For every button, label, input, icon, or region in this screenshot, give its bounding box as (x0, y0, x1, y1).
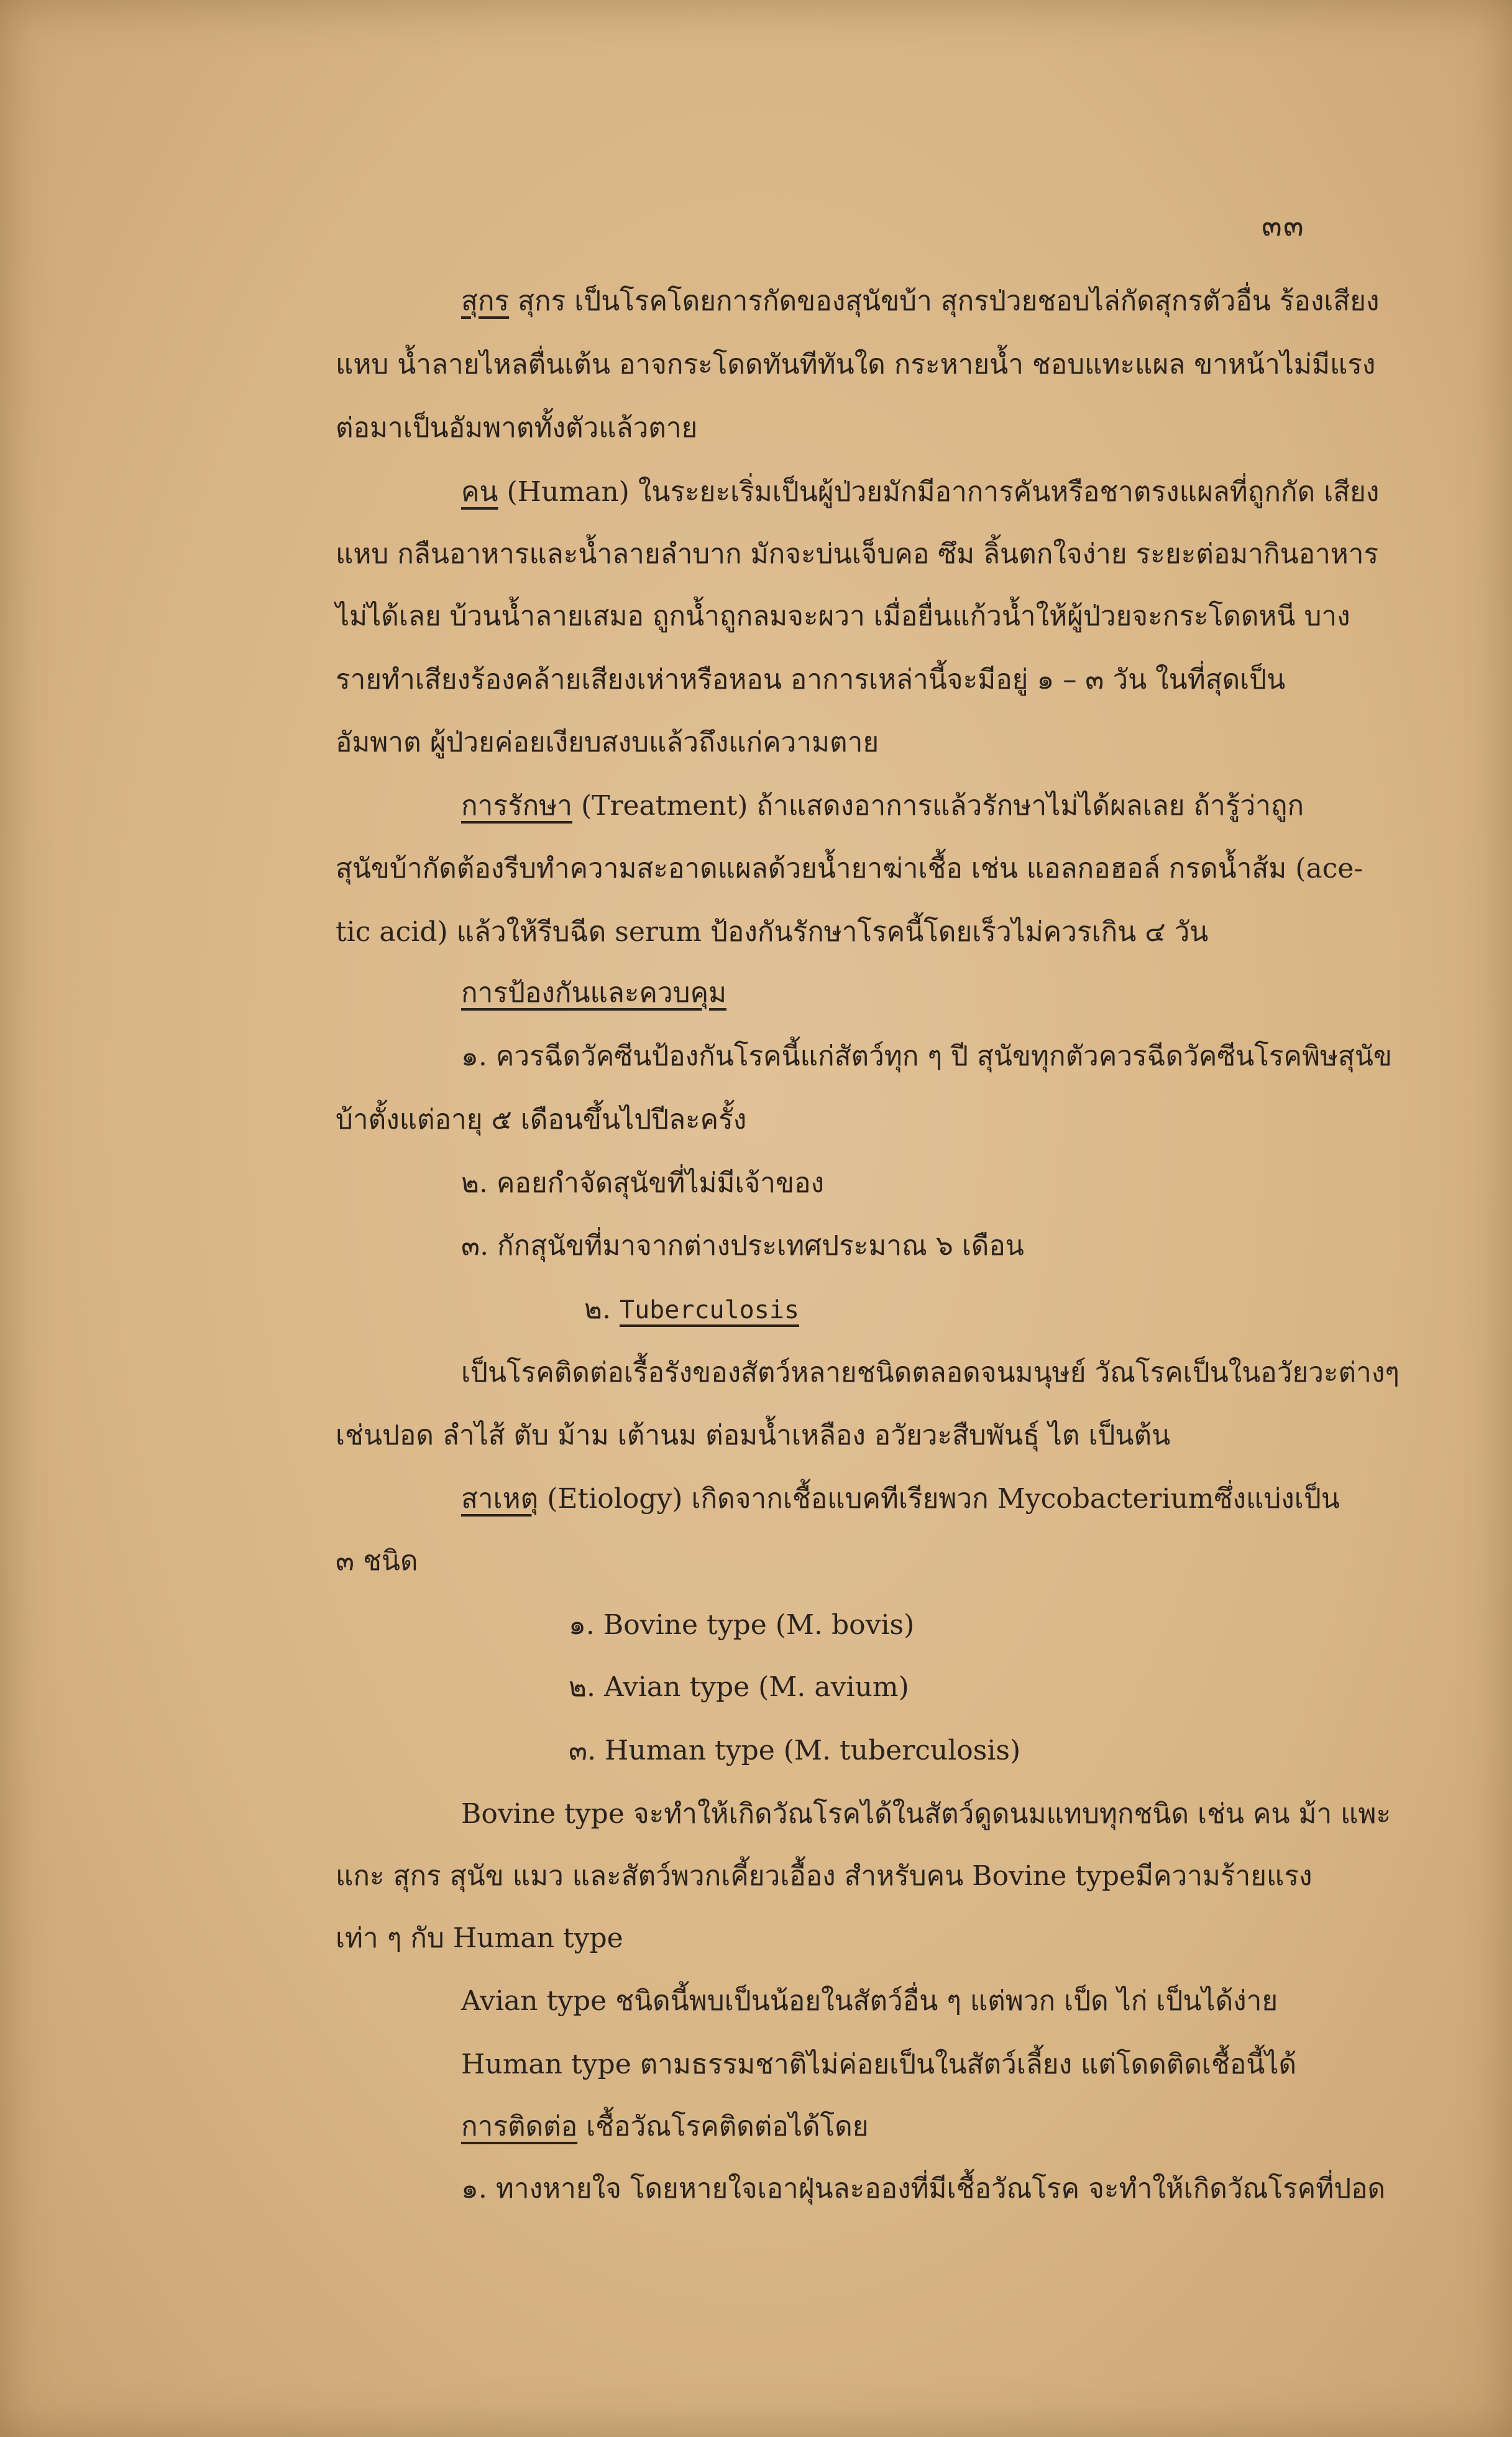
tb-type-2: ๒. Avian type (M. avium) (569, 1671, 909, 1703)
prevention-item-3: ๓. กักสุนัขที่มาจากต่างประเทศประมาณ ๖ เดือน (461, 1230, 1024, 1262)
human-paragraph-line-1 (461, 476, 1380, 508)
treatment-heading: การรักษา (461, 790, 572, 822)
pig-text-3: ต่อมาเป็นอัมพาตทั้งตัวแล้วตาย (336, 412, 698, 444)
page-number: ๓๓ (1262, 208, 1305, 243)
transmission-heading: การติดต่อ (461, 2111, 578, 2142)
pig-text-2: แหบ น้ำลายไหลตื่นเต้น อาจกระโดดทันทีทันใด กระหายน้ำ ชอบแทะแผล ขาหน้าไม่มีแรง (336, 349, 1376, 380)
human-text-4: รายทำเสียงร้องคล้ายเสียงเห่าหรือหอน อาการเหล่านี้จะมีอยู่ ๑ – ๓ วัน ในที่สุดเป็น (336, 664, 1286, 695)
prevention-item-1-line-1: ๑. ควรฉีดวัคซีนป้องกันโรคนี้แก่สัตว์ทุก ๆ ปี สุนัขทุกตัวควรฉีดวัคซีนโรคพิษสุนัข (461, 1040, 1392, 1072)
human-text-2: แหบ กลืนอาหารและน้ำลายลำบาก มักจะบ่นเจ็บคอ ซึม ลิ้นตกใจง่าย ระยะต่อมากินอาหาร (336, 538, 1379, 570)
bovine-text-3: เท่า ๆ กับ Human type (336, 1922, 623, 1954)
pig-heading: สุกร (461, 285, 510, 317)
treatment-text-2: สุนัขบ้ากัดต้องรีบทำความสะอาดแผลด้วยน้ำยาฆ่าเชื้อ เช่น แอลกอฮอล์ กรดน้ำส้ม (ace- (336, 853, 1363, 884)
etiology-text-1: (Etiology) เกิดจากเชื้อแบคทีเรียพวก Mycobacteriumซึ่งแบ่งเป็น (547, 1483, 1340, 1515)
human-text-5: อัมพาต ผู้ป่วยค่อยเงียบสงบแล้วถึงแก่ความตาย (336, 727, 879, 758)
treatment-text-3: tic acid) แล้วให้รีบฉีด serum ป้องกันรักษาโรคนี้โดยเร็วไม่ควรเกิน ๔ วัน (336, 916, 1209, 948)
treatment-paragraph-line-1 (461, 792, 1304, 820)
human-heading: คน (461, 476, 498, 508)
tb-intro-line-1: เป็นโรคติดต่อเรื้อรังของสัตว์หลายชนิดตลอดจนมนุษย์ วัณโรคเป็นในอวัยวะต่างๆ (461, 1357, 1400, 1388)
etiology-text-2: ๓ ชนิด (336, 1545, 418, 1577)
human-text-1: (Human) ในระยะเริ่มเป็นผู้ป่วยมักมีอาการคันหรือชาตรงแผลที่ถูกกัด เสียง (506, 476, 1380, 508)
tb-type-1: ๑. Bovine type (M. bovis) (569, 1609, 915, 1641)
prevention-item-1-line-2: บ้าตั้งแต่อายุ ๕ เดือนขึ้นไปปีละครั้ง (336, 1104, 747, 1136)
transmission-paragraph (461, 2113, 869, 2141)
etiology-paragraph-line-1 (461, 1485, 1340, 1513)
bovine-text-1: Bovine type จะทำให้เกิดวัณโรคได้ในสัตว์ดูดนมแทบทุกชนิด เช่น คน ม้า แพะ (461, 1798, 1391, 1830)
etiology-heading: สาเหตุ (461, 1483, 539, 1515)
human-type-text: Human type ตามธรรมชาติไม่ค่อยเป็นในสัตว์เลี้ยง แต่โดดติดเชื้อนี้ได้ (461, 2049, 1297, 2080)
pig-text-1: สุกร เป็นโรคโดยการกัดของสุนัขบ้า สุกรป่วยชอบไล่กัดสุกรตัวอื่น ร้องเสียง (518, 285, 1380, 317)
human-text-3: ไม่ได้เลย บ้วนน้ำลายเสมอ ถูกน้ำถูกลมจะผวา เมื่อยื่นแก้วน้ำให้ผู้ป่วยจะกระโดดหนี บาง (336, 600, 1350, 632)
pig-paragraph-line-1 (461, 285, 1380, 317)
transmission-item-1: ๑. ทางหายใจ โดยหายใจเอาฝุ่นละอองที่มีเชื้อวัณโรค จะทำให้เกิดวัณโรคที่ปอด (461, 2173, 1386, 2205)
tb-section-title (584, 1293, 799, 1325)
prevention-item-2: ๒. คอยกำจัดสุนัขที่ไม่มีเจ้าของ (461, 1167, 824, 1199)
transmission-text: เชื้อวัณโรคติดต่อได้โดย (586, 2111, 869, 2142)
treatment-text-1: (Treatment) ถ้าแสดงอาการแล้วรักษาไม่ได้ผลเลย ถ้ารู้ว่าถูก (580, 790, 1304, 822)
tb-section-heading: Tuberculosis (620, 1296, 799, 1324)
bovine-text-2: แกะ สุกร สุนัข แมว และสัตว์พวกเคี้ยวเอื้อง สำหรับคน Bovine typeมีความร้ายแรง (336, 1860, 1313, 1892)
tb-type-3: ๓. Human type (M. tuberculosis) (569, 1735, 1021, 1766)
prevention-heading: การป้องกันและควบคุม (461, 977, 727, 1009)
avian-text: Avian type ชนิดนี้พบเป็นน้อยในสัตว์อื่น ๆ แต่พวก เป็ด ไก่ เป็นได้ง่าย (461, 1985, 1278, 2017)
tb-intro-line-2: เช่นปอด ลำไส้ ตับ ม้าม เต้านม ต่อมน้ำเหลือง อวัยวะสืบพันธุ์ ไต เป็นต้น (336, 1420, 1171, 1451)
tb-section-number: ๒. (584, 1293, 611, 1325)
